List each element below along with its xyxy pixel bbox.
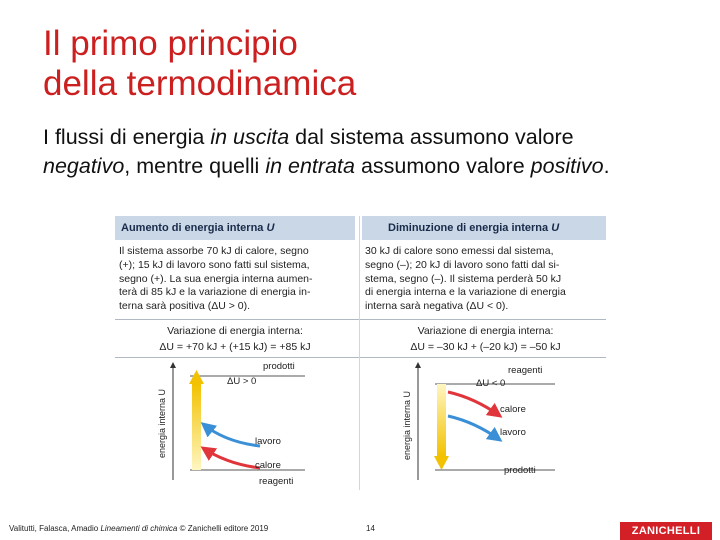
right-arrow1-label: calore xyxy=(500,404,526,415)
right-arrow2-label: lavoro xyxy=(500,427,526,438)
right-desc-line: interna sarà negativa (ΔU < 0). xyxy=(365,300,509,313)
right-y-axis-label: energia interna U xyxy=(402,390,412,460)
right-red-arrow xyxy=(448,392,500,416)
right-desc-line: 30 kJ di calore sono emessi dal sistema, xyxy=(365,245,554,257)
left-blue-arrow xyxy=(203,424,260,446)
left-desc-line: Il sistema assorbe 70 kJ di calore, segno xyxy=(119,245,309,257)
left-y-axis-label: energia interna U xyxy=(157,388,167,458)
left-red-arrow xyxy=(203,448,260,468)
zanichelli-logo: ZANICHELLI xyxy=(620,522,712,540)
left-bottom-label: reagenti xyxy=(259,476,294,487)
left-top-label: prodotti xyxy=(263,361,295,372)
subtitle-emph: positivo xyxy=(530,154,604,178)
right-header-text: Diminuzione di energia interna xyxy=(388,222,552,234)
page-number: 14 xyxy=(366,524,375,533)
subtitle-part: I flussi di energia xyxy=(43,125,211,149)
right-var-label: Variazione di energia interna: xyxy=(417,325,554,337)
right-blue-arrow xyxy=(448,416,500,440)
subtitle-emph: negativo xyxy=(43,154,125,178)
slide-title xyxy=(43,24,643,104)
left-yellow-bar xyxy=(192,384,201,470)
right-top-label: reagenti xyxy=(508,365,543,376)
subtitle-part: assumono valore xyxy=(354,154,531,178)
footer-authors: Valitutti, Falasca, Amadio xyxy=(9,524,101,533)
right-header-symbol: U xyxy=(551,222,560,234)
footer-book: Lineamenti di chimica xyxy=(100,524,178,533)
right-column-header xyxy=(362,216,606,240)
right-delta-label: ΔU < 0 xyxy=(476,378,506,389)
subtitle-emph: in uscita xyxy=(210,125,290,149)
title-line-1: Il primo principio xyxy=(43,24,298,63)
left-desc-line: segno (+). La sua energia interna aumen- xyxy=(119,272,313,285)
left-header-text: Aumento di energia interna xyxy=(121,222,267,234)
left-delta-label: ΔU > 0 xyxy=(227,376,257,387)
divider xyxy=(115,357,606,358)
right-energy-diagram xyxy=(400,362,600,486)
left-column-header xyxy=(115,216,355,240)
subtitle-emph: in entrata xyxy=(265,154,355,178)
energy-figure xyxy=(115,216,606,490)
right-desc-line: di energia interna e la variazione di energia xyxy=(365,286,566,299)
footer-publisher: © Zanichelli editore 2019 xyxy=(177,524,269,533)
right-bottom-label: prodotti xyxy=(504,465,536,476)
right-yellow-bar xyxy=(437,384,446,456)
left-description xyxy=(119,245,351,314)
left-header-symbol: U xyxy=(266,222,275,234)
left-equation: ΔU = +70 kJ + (+15 kJ) = +85 kJ xyxy=(159,341,311,353)
right-yellow-arrow-head xyxy=(434,456,449,470)
right-desc-line: stema, segno (–). Il sistema perderà 50 kJ xyxy=(365,272,562,285)
subtitle-part: dal sistema assumono valore xyxy=(289,125,574,149)
column-divider xyxy=(359,216,360,490)
right-equation: ΔU = –30 kJ + (–20 kJ) = –50 kJ xyxy=(410,341,561,353)
right-description xyxy=(365,245,601,314)
slide-subtitle xyxy=(43,123,703,181)
left-arrow1-label: lavoro xyxy=(255,436,281,447)
left-desc-line: terà di 85 kJ e la variazione di energia in- xyxy=(119,286,311,299)
footer-credits xyxy=(9,524,268,533)
left-energy-diagram xyxy=(155,362,355,486)
right-desc-line: segno (–); 20 kJ di lavoro sono fatti dal si- xyxy=(365,258,560,271)
title-line-2: della termodinamica xyxy=(43,64,357,103)
left-desc-line: terna sarà positiva (ΔU > 0). xyxy=(119,300,251,313)
subtitle-part: , mentre quelli xyxy=(124,154,266,178)
left-arrow2-label: calore xyxy=(255,460,281,471)
left-var-label: Variazione di energia interna: xyxy=(167,325,303,337)
divider xyxy=(115,319,606,320)
subtitle-part: . xyxy=(603,154,610,178)
left-desc-line: (+); 15 kJ di lavoro sono fatti sul sistema, xyxy=(119,258,310,271)
left-yellow-arrow-head xyxy=(189,370,204,384)
